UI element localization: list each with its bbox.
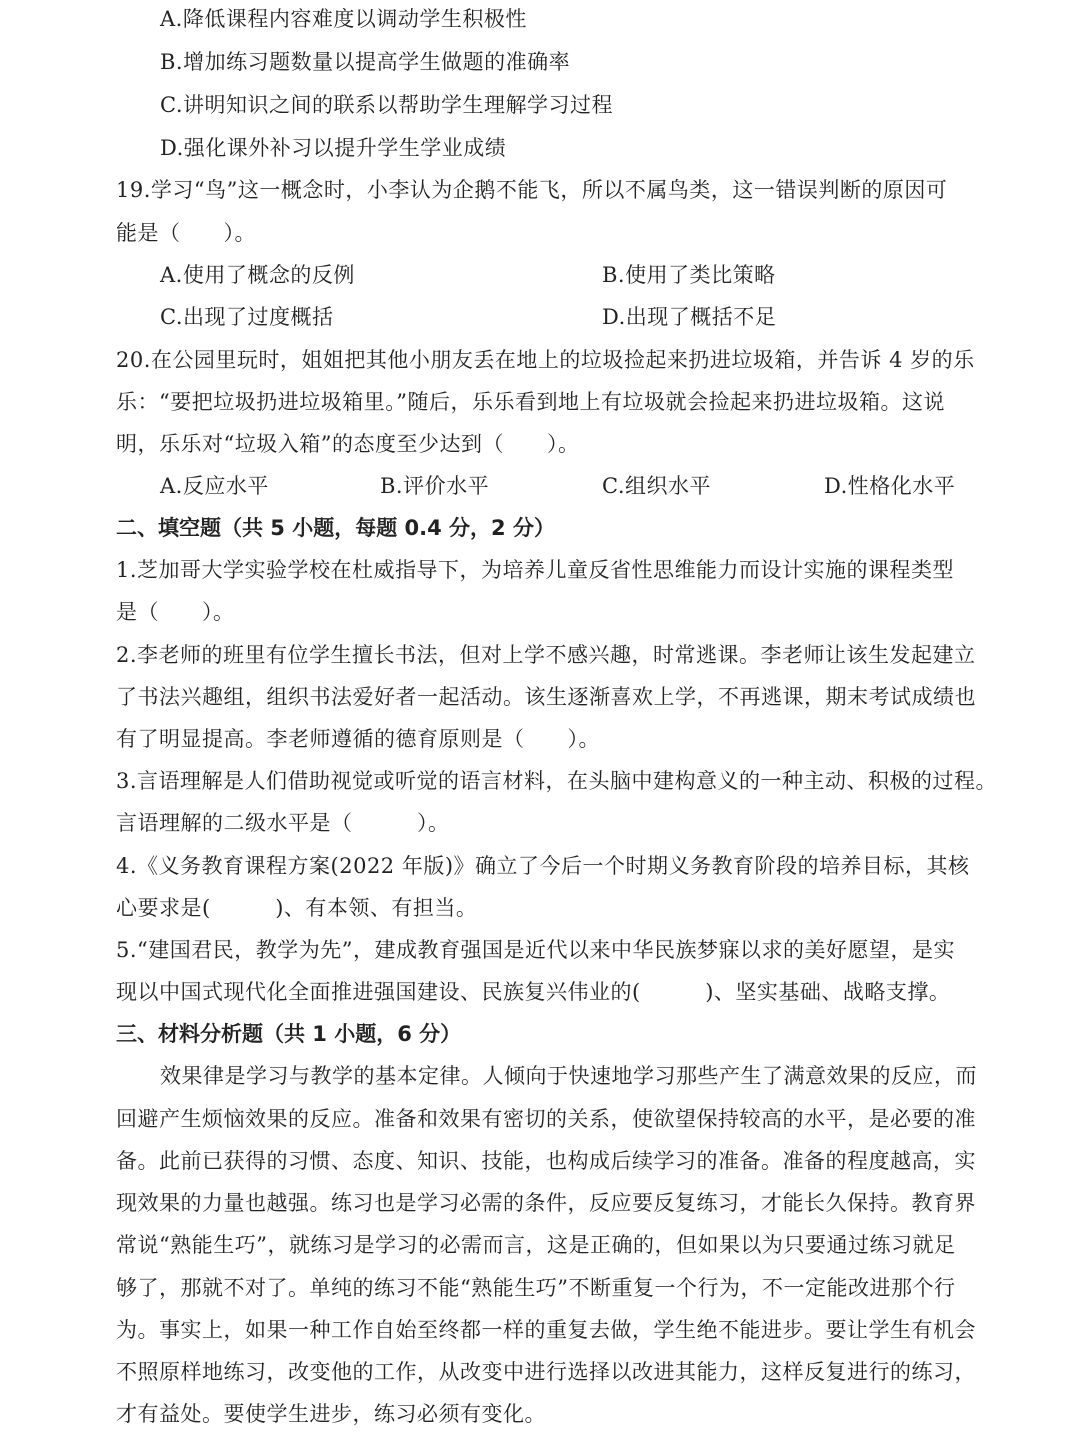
q20-stem-line-3: 明，乐乐对“垃圾入箱”的态度至少达到（ ）。 [116, 432, 580, 456]
q20-option-a: A.反应水平 [160, 474, 269, 498]
q19-stem-line-2: 能是（ ）。 [116, 221, 256, 245]
section-2-heading: 二、填空题（共 5 小题，每题 0.4 分，2 分） [116, 516, 555, 540]
fill-item-4-line-2: 心要求是( )、有本领、有担当。 [116, 896, 478, 920]
material-paragraph-line-2: 回避产生烦恼效果的反应。准备和效果有密切的关系，使欲望保持较高的水平，是必要的准 [116, 1107, 976, 1131]
q19-option-c: C.出现了过度概括 [160, 305, 334, 329]
fill-item-4-line-1: 4.《义务教育课程方案(2022 年版)》确立了今后一个时期义务教育阶段的培养目标，其核 [116, 854, 970, 878]
q20-stem-line-1: 20.在公园里玩时，姐姐把其他小朋友丢在地上的垃圾捡起来扔进垃圾箱，并告诉 4 岁的乐 [116, 348, 975, 372]
material-paragraph-line-1: 效果律是学习与教学的基本定律。人倾向于快速地学习那些产生了满意效果的反应，而 [160, 1064, 977, 1088]
q20-option-b: B.评价水平 [380, 474, 490, 498]
material-paragraph-line-7: 为。事实上，如果一种工作自始至终都一样的重复去做，学生绝不能进步。要让学生有机会 [116, 1318, 976, 1342]
q18-option-a: A.降低课程内容难度以调动学生积极性 [160, 7, 527, 31]
q18-option-b: B.增加练习题数量以提高学生做题的准确率 [160, 50, 571, 74]
q19-option-a: A.使用了概念的反例 [160, 263, 355, 287]
q19-option-d: D.出现了概括不足 [602, 305, 777, 329]
fill-item-3-line-1: 3.言语理解是人们借助视觉或听觉的语言材料，在头脑中建构意义的一种主动、积极的过程。 [116, 769, 998, 793]
material-paragraph-line-8: 不照原样地练习，改变他的工作，从改变中进行选择以改进其能力，这样反复进行的练习， [116, 1360, 976, 1384]
fill-item-5-line-1: 5.“建国君民，教学为先”，建成教育强国是近代以来中华民族梦寐以求的美好愿望，是实 [116, 938, 956, 962]
fill-item-3-line-2: 言语理解的二级水平是（ ）。 [116, 811, 450, 835]
material-paragraph-line-3: 备。此前已获得的习惯、态度、知识、技能，也构成后续学习的准备。准备的程度越高，实 [116, 1149, 976, 1173]
q18-option-c: C.讲明知识之间的联系以帮助学生理解学习过程 [160, 93, 613, 117]
fill-item-1-line-1: 1.芝加哥大学实验学校在杜威指导下，为培养儿童反省性思维能力而设计实施的课程类型 [116, 558, 955, 582]
fill-item-2-line-3: 有了明显提高。李老师遵循的德育原则是（ ）。 [116, 727, 600, 751]
q19-stem-line-1: 19.学习“鸟”这一概念时，小李认为企鹅不能飞，所以不属鸟类，这一错误判断的原因可 [116, 178, 948, 202]
fill-item-2-line-1: 2.李老师的班里有位学生擅长书法，但对上学不感兴趣，时常逃课。李老师让该生发起建立 [116, 643, 976, 667]
material-paragraph-line-4: 现效果的力量也越强。练习也是学习必需的条件，反应要反复练习，才能长久保持。教育界 [116, 1191, 976, 1215]
material-paragraph-line-6: 够了，那就不对了。单纯的练习不能“熟能生巧”不断重复一个行为，不一定能改进那个行 [116, 1276, 956, 1300]
q19-option-b: B.使用了类比策略 [602, 263, 776, 287]
section-3-heading: 三、材料分析题（共 1 小题，6 分） [116, 1022, 462, 1046]
fill-item-1-line-2: 是（ ）。 [116, 600, 235, 624]
q18-option-d: D.强化课外补习以提升学生学业成绩 [160, 136, 507, 160]
fill-item-2-line-2: 了书法兴趣组，组织书法爱好者一起活动。该生逐渐喜欢上学，不再逃课，期末考试成绩也 [116, 685, 976, 709]
q20-option-c: C.组织水平 [602, 474, 711, 498]
material-paragraph-line-5: 常说“熟能生巧”，就练习是学习的必需而言，这是正确的，但如果以为只要通过练习就足 [116, 1233, 956, 1257]
material-paragraph-line-9: 才有益处。要使学生进步，练习必须有变化。 [116, 1402, 546, 1426]
fill-item-5-line-2: 现以中国式现代化全面推进强国建设、民族复兴伟业的( )、坚实基础、战略支撑。 [116, 980, 951, 1004]
q20-option-d: D.性格化水平 [824, 474, 956, 498]
q20-stem-line-2: 乐：“要把垃圾扔进垃圾箱里。”随后，乐乐看到地上有垃圾就会捡起来扔进垃圾箱。这说 [116, 390, 945, 414]
